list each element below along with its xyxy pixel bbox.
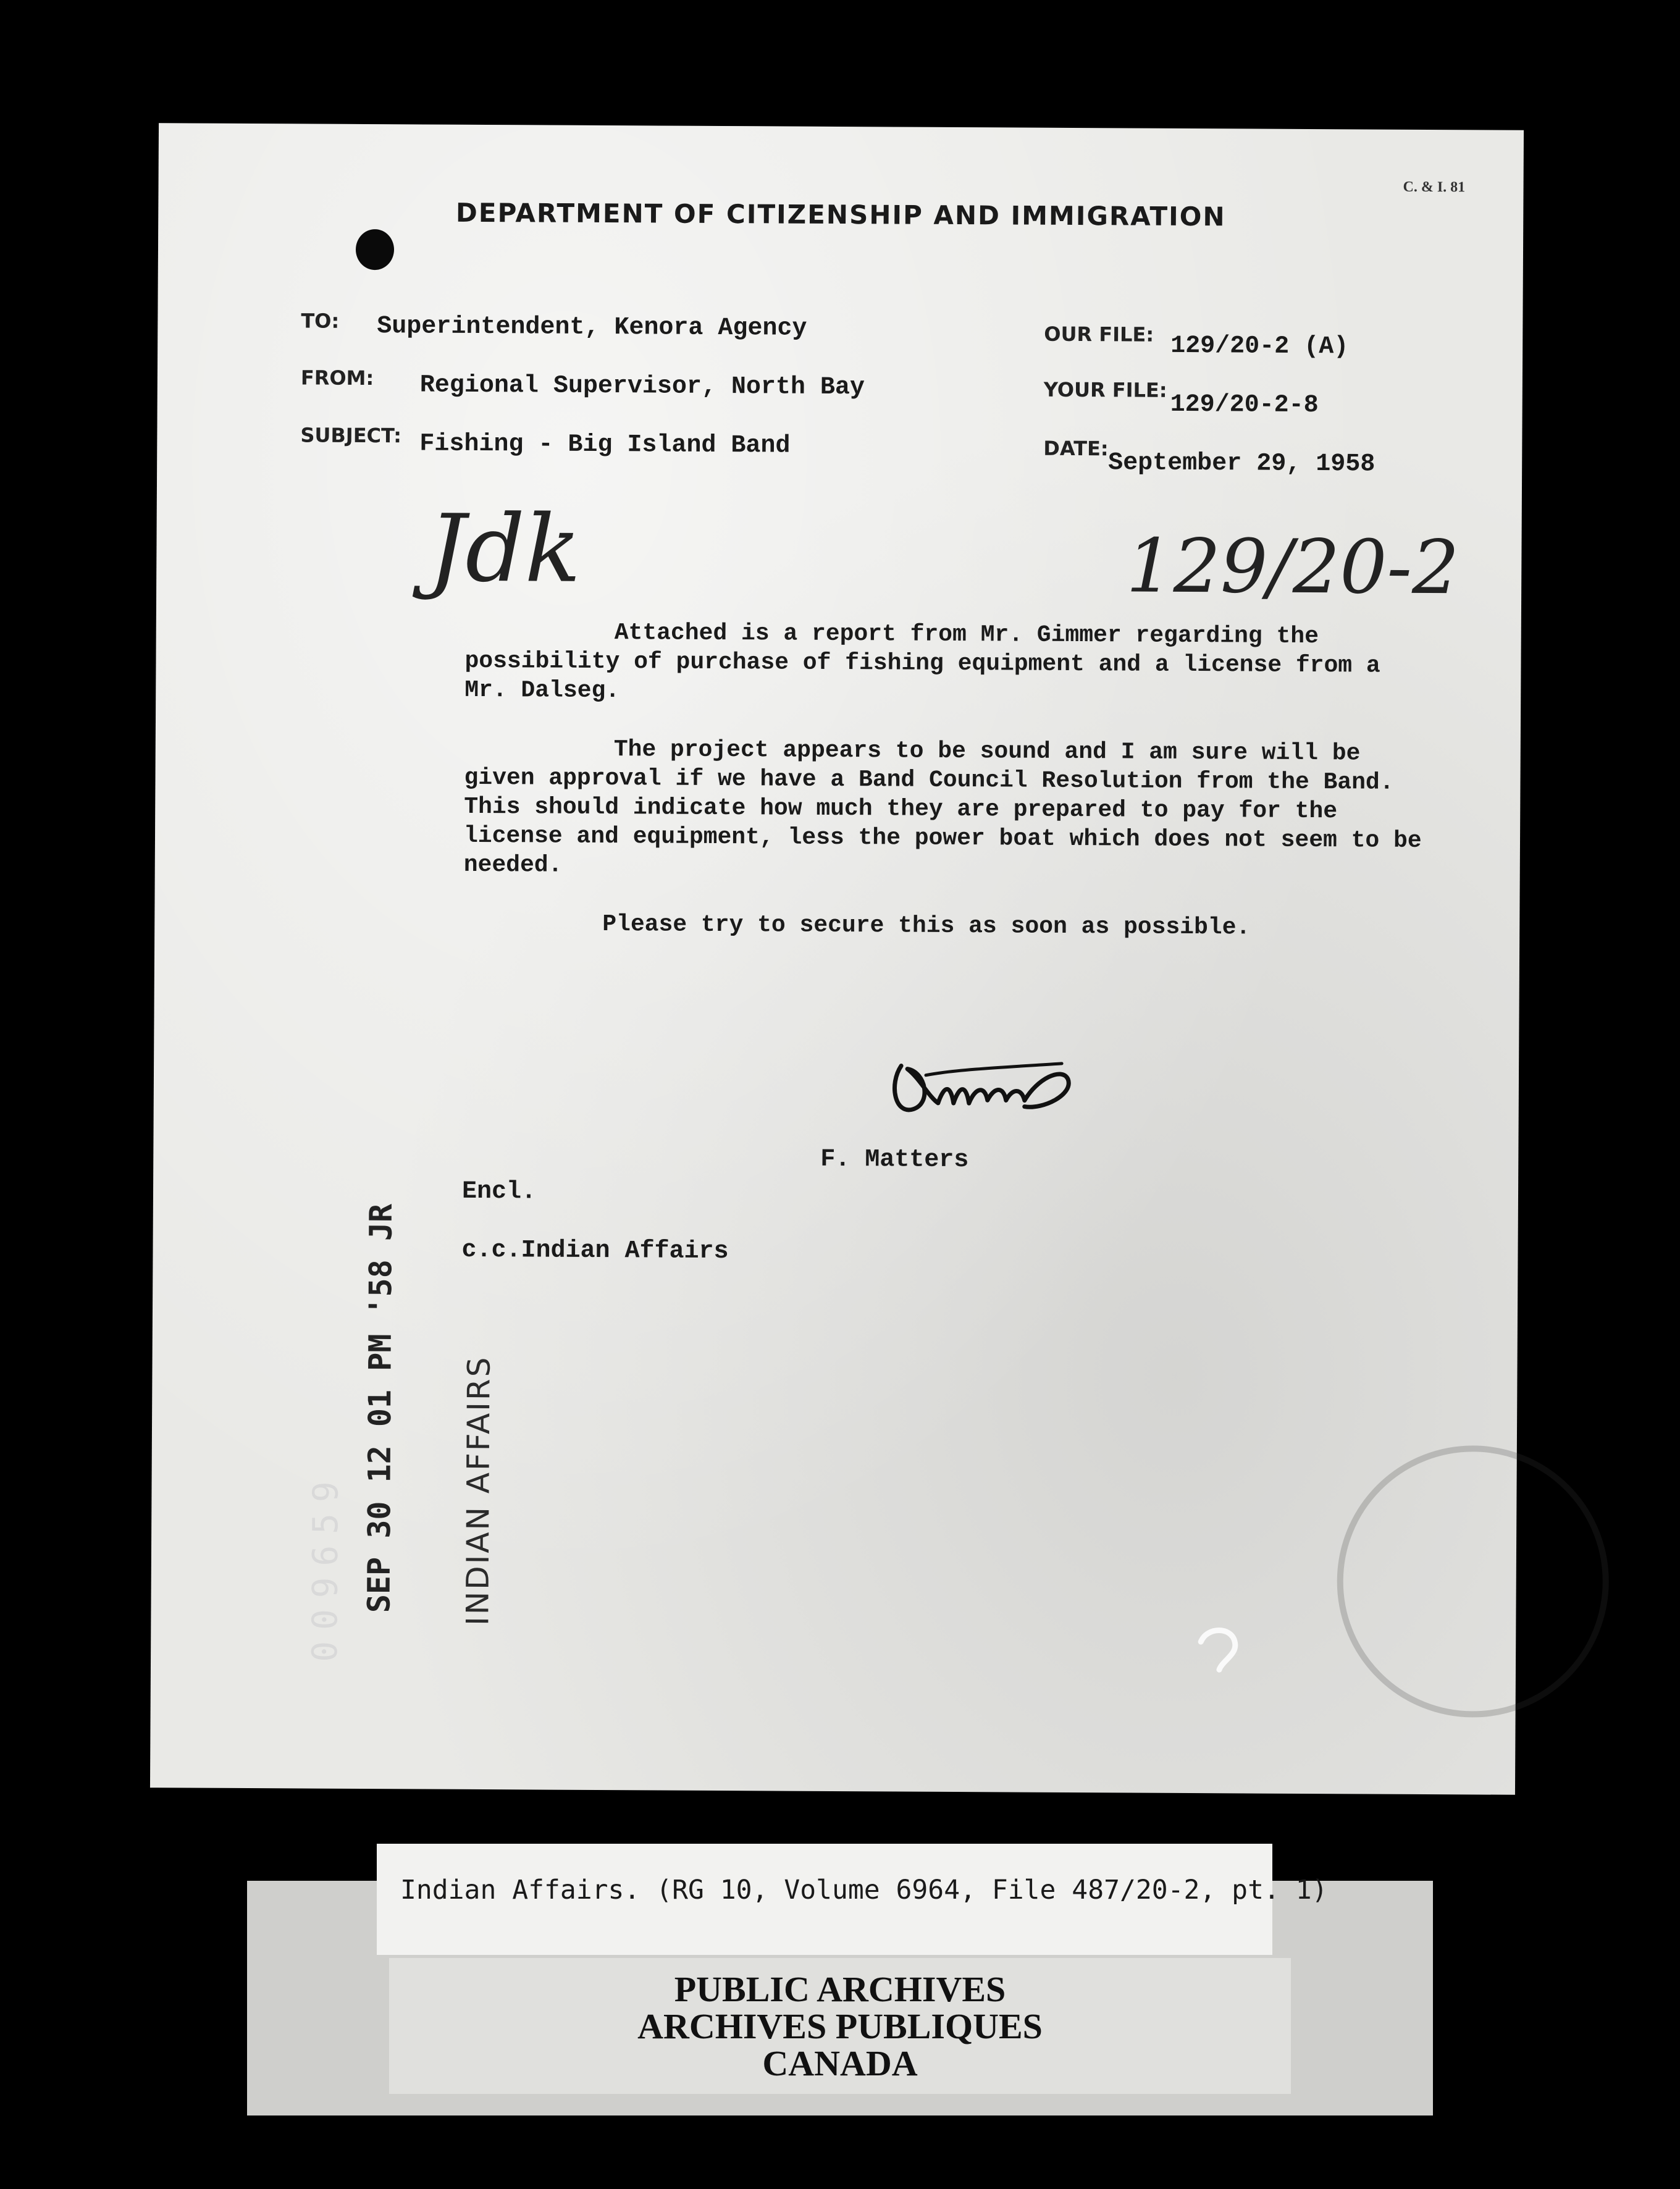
paragraph-2: The project appears to be sound and I am sure will be given approval if we have a Band Council Resolution from the Band. This should indicate how much they are prepared to pay for the license and equipment, less the power boat which does not seem to be needed. <box>463 736 1422 879</box>
date-label: DATE: <box>1043 436 1109 461</box>
your-file-label: YOUR FILE: <box>1043 377 1167 402</box>
received-date: SEP 30 12 01 PM '58 <box>361 1259 399 1613</box>
department-heading: DEPARTMENT OF CITIZENSHIP AND IMMIGRATION <box>455 197 1226 232</box>
our-file-value: 129/20-2 (A) <box>1170 332 1349 361</box>
citation-card <box>377 1844 1328 1955</box>
paragraph-3: Please try to secure this as soon as possible. <box>602 911 1251 941</box>
faded-circular-stamp <box>1337 1445 1610 1718</box>
form-code: C. & I. 81 <box>1403 179 1466 196</box>
to-value: Superintendent, Kenora Agency <box>377 313 807 343</box>
our-file-label: OUR FILE: <box>1044 322 1154 347</box>
reference-number: 009659 <box>305 1470 346 1662</box>
archives-line-french: ARCHIVES PUBLIQUES <box>637 2006 1043 2046</box>
white-mark <box>1195 1623 1244 1673</box>
received-date-stamp <box>361 1204 398 1613</box>
office-stamp: INDIAN AFFAIRS <box>460 1355 497 1626</box>
handwritten-file-number: 129/20-2 <box>1125 523 1460 611</box>
archives-stamp-card <box>389 1958 1291 2094</box>
handwritten-initials: Jdk <box>428 495 581 603</box>
punch-hole <box>356 229 394 270</box>
signatory-name: F. Matters <box>820 1145 969 1175</box>
your-file-value: 129/20-2-8 <box>1170 390 1319 420</box>
archive-citation: Indian Affairs. (RG 10, Volume 6964, File 487/20-2, pt. 1) <box>400 1875 1328 1905</box>
memo-sheet <box>150 123 1524 1795</box>
from-label: FROM: <box>300 366 374 390</box>
carbon-copy: c.c.Indian Affairs <box>461 1236 729 1266</box>
paragraph-1: Attached is a report from Mr. Gimmer regarding the possibility of purchase of fishing equipment and a license from a Mr. Dalseg. <box>464 620 1380 705</box>
subject-label: SUBJECT: <box>300 423 402 448</box>
archives-line-english: PUBLIC ARCHIVES <box>674 1969 1006 2009</box>
to-label: TO: <box>301 309 340 333</box>
enclosure-note: Encl. <box>461 1177 537 1206</box>
handwritten-signature <box>882 1041 1105 1141</box>
subject-value: Fishing - Big Island Band <box>419 430 791 460</box>
receiver-initials: JR <box>363 1203 399 1242</box>
from-value: Regional Supervisor, North Bay <box>419 371 865 402</box>
archives-line-country: CANADA <box>762 2043 918 2083</box>
memo-body <box>463 618 1429 943</box>
date-value: September 29, 1958 <box>1108 449 1376 479</box>
